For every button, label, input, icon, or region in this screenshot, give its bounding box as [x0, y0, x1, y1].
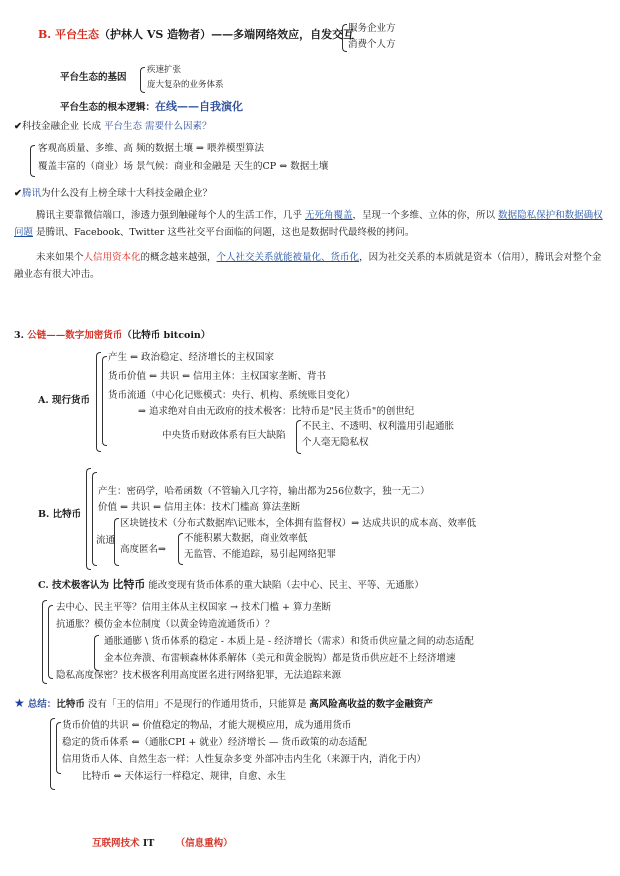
brace	[30, 145, 35, 177]
summary-item: 比特币 ⇔ 天体运行一样稳定、规律，自愈、永生	[82, 771, 287, 782]
section-b-title-tail: ——多端网络效应，自发交互	[211, 28, 355, 41]
text: 的概念越来越强，	[140, 252, 217, 263]
text: 未来如果个	[36, 252, 84, 263]
q1-lead: 科技金融企业 长成	[21, 121, 105, 132]
q1-item: 客观高质量、多维、高 频的数据土壤 ⇒ 喂养模型算法	[38, 143, 265, 154]
section-a-label: A. 现行货币	[38, 395, 90, 406]
brace	[178, 533, 183, 565]
section-3-title-red: 公链——数字加密货币	[27, 330, 123, 341]
summary-item: 信用货币人体、自然生态一样：人性复杂多变 外部冲击内生化（来源于内，消化于内）	[62, 754, 427, 765]
question-1	[14, 121, 212, 133]
section-a-line: 个人毫无隐私权	[302, 437, 369, 448]
section-bb-line: 高度匿名⇒	[120, 544, 166, 555]
side-item: 服务企业方	[348, 23, 396, 34]
section-bb-line: 不能积累大数据，商业效率低	[184, 533, 308, 544]
section-bb-line: 产生：密码学，哈希函数（不管输入几字符，输出都为256位数字，独一无二）	[98, 486, 430, 497]
section-a-line: 不民主、不透明、权利滥用引起通胀	[302, 421, 455, 432]
summary-item: 货币价值的共识 ⇐ 价值稳定的物品，才能大规模应用，成为通用货币	[62, 720, 352, 731]
brace	[342, 24, 347, 52]
brace	[48, 605, 53, 679]
gene-item: 疾速扩张	[147, 65, 182, 75]
inline-link[interactable]: 个人社交关系就能被量化、货币化	[216, 252, 360, 263]
section-bb-line: 价值 ⇐ 共识 ⇐ 信用主体：技术门槛高 算法垄断	[98, 502, 301, 513]
check-icon: ✔	[14, 121, 22, 132]
text: ，呈现一个多维、立体的你，所以	[352, 210, 499, 221]
section-b-title-paren: （护林人 VS 造物者）	[98, 28, 212, 41]
section-b-title	[38, 28, 354, 42]
section-bb-line: 无监管、不能追踪，易引起网络犯罪	[184, 549, 337, 560]
summary-a: 比特币	[56, 699, 85, 710]
section-a-line: ⇒ 追求绝对自由无政府的技术极客：比特币是"民主货币"的创世纪	[138, 406, 415, 417]
footer-title-text: 互联网技术	[92, 838, 143, 849]
highlight-text: 人信用资本化	[83, 252, 141, 263]
star-icon: ★	[14, 696, 25, 710]
brace	[96, 352, 101, 452]
footer-title-it: IT	[142, 838, 155, 849]
q1-item: 覆盖丰富的（商业）场 景气候：商业和金融是 天生的CP ⇔ 数据土壤	[38, 161, 329, 172]
section-a-line: 货币价值 ⇐ 共识 ⇐ 信用主体：主权国家垄断、背书	[108, 371, 326, 382]
q2-lead-rest: 为什么没有上榜全球十大科技金融企业？	[40, 188, 212, 199]
footer-paren: （信息重构）	[175, 838, 233, 849]
section-b-prefix: B.	[38, 28, 52, 41]
q2-lead-blue: 腾讯	[21, 188, 41, 199]
section-3-title	[14, 330, 210, 342]
q2-paragraph-2	[14, 249, 609, 283]
brace	[42, 600, 47, 684]
brace	[94, 635, 99, 671]
section-c-label-b: 比特币	[112, 578, 146, 591]
logic-label: 平台生态的根本逻辑：	[60, 102, 156, 113]
section-a-line: 产生 ⇐ 政治稳定、经济增长的主权国家	[108, 352, 274, 363]
brace	[86, 468, 91, 570]
question-2	[14, 188, 212, 200]
section-number: 3.	[14, 330, 24, 341]
section-c-line: 隐私高度保密？技术极客利用高度匿名进行网络犯罪，无法追踪来源	[56, 670, 342, 681]
brace	[92, 472, 97, 566]
section-a-line: 货币流通（中心化记账模式：央行、机构、系统账目变化）	[108, 390, 356, 401]
summary-line	[14, 696, 433, 711]
section-c-title	[38, 578, 424, 592]
section-a-line: 中央货币财政体系有巨大缺陷	[162, 430, 286, 441]
section-bb-line: 区块链技术（分布式数据库\记账本，全体拥有监督权）⇒ 达成共识的成本高、效率低	[120, 518, 477, 529]
logic-value: 在线——自我演化	[155, 100, 244, 113]
summary-c: 高风险高收益的数字金融资产	[309, 699, 433, 710]
brace	[56, 722, 61, 774]
gene-label: 平台生态的基因	[60, 72, 127, 83]
section-c-label-c: 能改变现有货币体系的重大缺陷（去中心、民主、平等、无通胀）	[145, 580, 424, 591]
brace	[102, 356, 107, 446]
q1-highlight: 平台生态	[104, 121, 143, 132]
section-b-title-red: 平台生态	[54, 28, 99, 41]
inline-link[interactable]: 数据隐私保护和数据确权问题	[14, 210, 603, 238]
section-bb-line: 流通	[96, 535, 116, 546]
section-c-label-a: C. 技术极客认为	[38, 580, 113, 591]
section-3-title-tail: （比特币 bitcoin）	[122, 330, 211, 341]
gene-item: 庞大复杂的业务体系	[147, 80, 224, 90]
summary-item: 稳定的货币体系 ⇐（通胀CPI + 就业）经济增长 — 货币政策的动态适配	[62, 737, 367, 748]
q2-paragraph-1	[14, 207, 609, 241]
section-c-line: 去中心、民主平等？信用主体从主权国家 → 技术门槛 + 算力垄断	[56, 602, 331, 613]
brace	[50, 718, 55, 790]
summary-label: 总结：	[27, 699, 57, 710]
section-c-line: 通胀通膨 \ 货币体系的稳定 - 本质上是 - 经济增长（需求）和货币供应量之间的动态适配	[104, 636, 474, 647]
q1-tail: 需要什么因素？	[142, 121, 212, 132]
section-c-line: 抗通胀？模仿金本位制度（以黄金铸造流通货币）？	[56, 619, 275, 630]
brace	[140, 67, 145, 93]
text: ，因为社交关系的本质就是资本（信用），腾讯会对整个金融业态有很大冲击。	[14, 252, 602, 280]
text: 腾讯主要靠微信端口，渗透力强到触碰每个人的生活工作，几乎	[36, 210, 306, 221]
check-icon: ✔	[14, 188, 22, 199]
section-bb-label: B. 比特币	[38, 509, 82, 520]
side-item: 消费个人方	[348, 39, 396, 50]
inline-link[interactable]: 无死角覆盖	[305, 210, 353, 221]
summary-b: 没有「王的信用」不是现行的作通用货币，只能算是	[84, 699, 310, 710]
footer-title	[92, 838, 233, 850]
text: 是腾讯、Facebook、Twitter 这些社交平台面临的问题，这也是数据时代最终极的拷问。	[33, 227, 415, 238]
logic-line	[60, 100, 243, 114]
brace	[296, 420, 301, 454]
section-c-line: 金本位奔溃、布雷顿森林体系解体（美元和黄金脱钩）都是货币供应赶不上经济增速	[104, 653, 456, 664]
